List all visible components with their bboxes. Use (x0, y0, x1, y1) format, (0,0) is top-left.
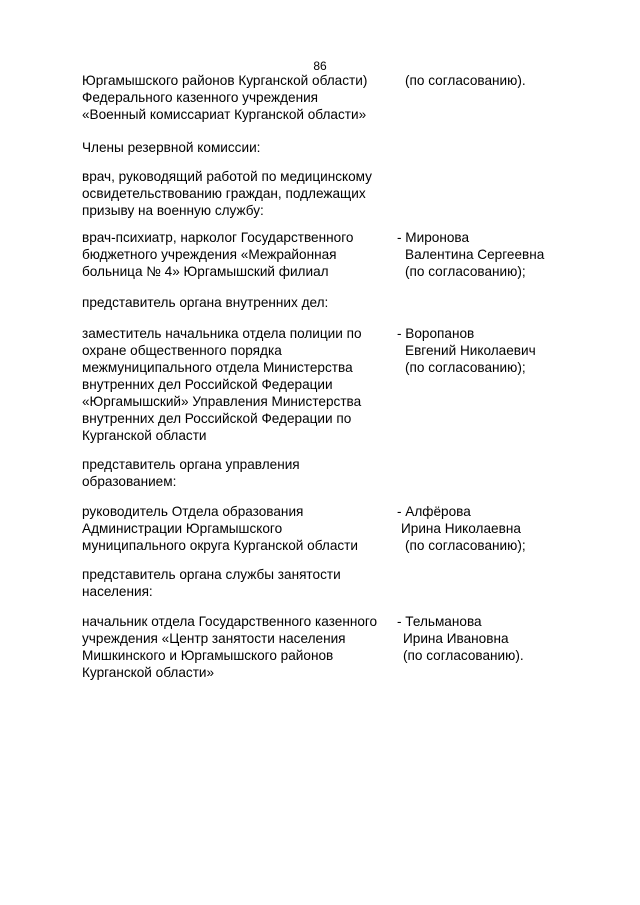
text-line: - Алфёрова (397, 504, 471, 519)
text-line: (по согласованию); (405, 538, 526, 553)
text-line: образованием: (82, 474, 177, 489)
text-line: «Юргамышский» Управления Министерства (82, 394, 362, 409)
text-line: начальник отдела Государственного казенного (82, 614, 378, 629)
text-block-7-right (397, 503, 597, 554)
text-line: представитель органа управления (82, 457, 300, 472)
text-line: Евгений Николаевич (405, 343, 536, 358)
text-line: - Миронова (397, 230, 470, 245)
text-line: (по согласованию); (405, 264, 526, 279)
text-block-9-right (397, 613, 597, 664)
text-block-2-left (82, 168, 387, 219)
text-line: Юргамышского районов Курганской области) (82, 73, 368, 88)
text-line: межмуниципального отдела Министерства (82, 360, 353, 375)
text-line: учреждения «Центр занятости населения (82, 631, 346, 646)
text-line: Валентина Сергеевна (405, 247, 545, 262)
text-line: врач-психиатр, нарколог Государственного (82, 230, 354, 245)
text-line: заместитель начальника отдела полиции по (82, 326, 362, 341)
text-line: населения: (82, 584, 153, 599)
text-block-5-left (82, 325, 387, 444)
text-line: Мишкинского и Юргамышского районов (82, 648, 334, 663)
text-block-6-left (82, 456, 387, 490)
text-line: - Тельманова (397, 614, 482, 629)
text-line: Члены резервной комиссии: (82, 140, 261, 155)
text-line: Федерального казенного учреждения (82, 90, 319, 105)
text-block-4-left (82, 294, 387, 311)
text-line: (по согласованию). (403, 648, 524, 663)
text-line: внутренних дел Российской Федерации по (82, 411, 352, 426)
text-block-3-right (397, 229, 597, 280)
text-line: Ирина Николаевна (401, 521, 521, 536)
text-line: муниципального округа Курганской области (82, 538, 359, 553)
text-line: представитель органа внутренних дел: (82, 295, 329, 310)
text-block-9-left (82, 613, 387, 681)
text-line: руководитель Отдела образования (82, 504, 304, 519)
text-line: (по согласованию); (405, 360, 526, 375)
text-line: освидетельствованию граждан, подлежащих (82, 186, 366, 201)
text-line: Администрации Юргамышского (82, 521, 283, 536)
text-line: представитель органа службы занятости (82, 567, 341, 582)
text-line: бюджетного учреждения «Межрайонная (82, 247, 337, 262)
page-number: 86 (313, 59, 327, 73)
text-block-0-right (397, 72, 597, 89)
text-block-5-right (397, 325, 597, 376)
text-line: больница № 4» Юргамышский филиал (82, 264, 329, 279)
text-block-8-left (82, 566, 387, 600)
text-line: Курганской области» (82, 665, 215, 680)
text-line: «Военный комиссариат Курганской области» (82, 107, 367, 122)
text-line: Курганской области (82, 428, 207, 443)
section-heading-reserve-commission (82, 139, 387, 156)
text-block-3-left (82, 229, 387, 280)
text-line: призыву на военную службу: (82, 203, 264, 218)
text-line: охране общественного порядка (82, 343, 282, 358)
text-block-0-left (82, 72, 387, 123)
text-line: - Воропанов (397, 326, 475, 341)
text-line: внутренних дел Российской Федерации (82, 377, 333, 392)
text-line: Ирина Ивановна (403, 631, 509, 646)
text-line: врач, руководящий работой по медицинскому (82, 169, 372, 184)
text-block-7-left (82, 503, 387, 554)
text-line: (по согласованию). (405, 73, 526, 88)
